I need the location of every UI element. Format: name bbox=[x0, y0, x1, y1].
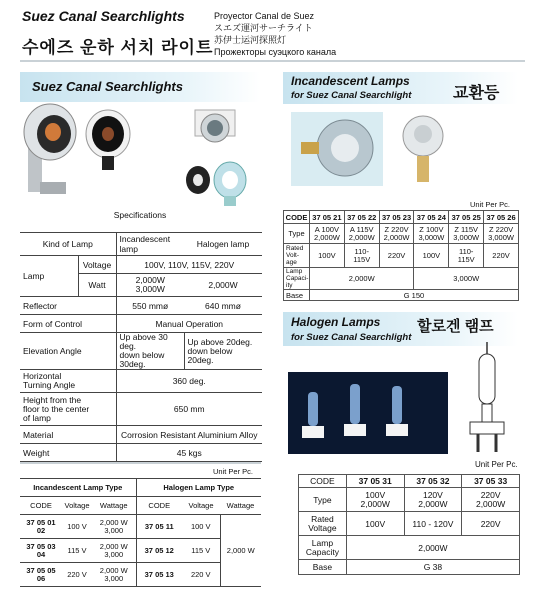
table-row bbox=[284, 268, 519, 290]
spec-voltage-value: 100V, 110V, 115V, 220V bbox=[116, 256, 262, 274]
inc-code-21: 37 05 21 bbox=[309, 211, 344, 224]
table-row bbox=[20, 515, 261, 539]
spec-weight-label: Weight bbox=[20, 444, 116, 462]
spec-material-label: Material bbox=[20, 426, 116, 444]
inc-type-cell: A 100V 2,000W bbox=[309, 224, 344, 244]
spec-weight-value: 45 kgs bbox=[116, 444, 262, 462]
inc-voltage-cell: 115 V bbox=[62, 539, 92, 563]
spec-elevation-incandescent: Up above 30 deg. down below 30deg. bbox=[116, 333, 184, 370]
hal-code-cell: 37 05 12 bbox=[136, 539, 182, 563]
searchlight-photo-1 bbox=[24, 104, 76, 194]
hal-code-32: 37 05 32 bbox=[404, 475, 462, 488]
incandescent-korean: 교환등 bbox=[453, 85, 500, 102]
title-translations bbox=[214, 10, 336, 58]
spec-turning-value: 360 deg. bbox=[116, 370, 262, 393]
lamp-type-table bbox=[20, 478, 261, 587]
hal-code-label: CODE bbox=[299, 475, 347, 488]
hal-code-cell: 37 05 11 bbox=[136, 515, 182, 539]
spec-height-label: Height from the floor to the center of lamp bbox=[20, 393, 116, 426]
halogen-unit-note: Unit Per Pc. bbox=[475, 460, 518, 469]
spec-material-value: Corrosion Resistant Aluminium Alloy bbox=[116, 426, 262, 444]
spec-turning-label: Horizontal Turning Angle bbox=[20, 370, 116, 393]
inc-type-cell: Z 220V 3,000W bbox=[484, 224, 519, 244]
spec-control-value: Manual Operation bbox=[116, 315, 262, 333]
hal-capacity-value: 2,000W bbox=[346, 536, 519, 560]
incandescent-table bbox=[283, 210, 519, 301]
incandescent-bulb-photo bbox=[291, 112, 383, 186]
spec-reflector-label: Reflector bbox=[20, 297, 116, 315]
specs-divider bbox=[20, 462, 261, 464]
hal-code-33: 37 05 33 bbox=[462, 475, 520, 488]
hal-base-label: Base bbox=[299, 560, 347, 575]
table-row bbox=[299, 475, 520, 488]
inc-wattage-cell: 2,000 W 3,000 bbox=[92, 515, 136, 539]
specifications-table bbox=[20, 232, 262, 462]
translation-ru: Прожекторы суэцкого канала bbox=[214, 47, 337, 57]
inc-code-label: CODE bbox=[284, 211, 310, 224]
inc-wattage-cell: 2,000 W 3,000 bbox=[99, 565, 128, 583]
inc-code-22: 37 05 22 bbox=[344, 211, 379, 224]
inc-capacity-3000: 3,000W bbox=[414, 268, 519, 290]
table-row bbox=[284, 244, 519, 268]
translation-jp: スエズ運河サーチライト bbox=[214, 23, 313, 33]
table-row bbox=[299, 512, 520, 536]
hal-type-label: Type bbox=[299, 488, 347, 512]
halogen-korean: 할로겐 램프 bbox=[417, 318, 494, 335]
halogen-lamp-drawing bbox=[462, 340, 512, 458]
table-row bbox=[284, 290, 519, 301]
hal-voltage-cell: 115 V bbox=[182, 539, 220, 563]
spec-incandescent-header: Incandescent lamp bbox=[116, 233, 184, 256]
inc-code-23: 37 05 23 bbox=[379, 211, 414, 224]
table-row bbox=[299, 536, 520, 560]
hal-type-cell: 120V 2,000W bbox=[404, 488, 462, 512]
table-row bbox=[284, 224, 519, 244]
inc-code-26: 37 05 26 bbox=[484, 211, 519, 224]
spec-watt-halogen: 2,000W bbox=[184, 274, 262, 297]
inc-rated-cell: 220V bbox=[484, 244, 519, 268]
col-code-hal: CODE bbox=[136, 497, 182, 515]
halogen-lamp-photo bbox=[288, 372, 448, 454]
halogen-subtitle: for Suez Canal Searchlight bbox=[291, 332, 412, 343]
hal-base-value: G 38 bbox=[346, 560, 519, 575]
spec-reflector-halogen: 640 mmø bbox=[184, 297, 262, 315]
hal-voltage-cell: 100 V bbox=[182, 515, 220, 539]
spec-reflector-incandescent: 550 mmø bbox=[116, 297, 184, 315]
inc-wattage-cell: 2,000 W 3,000 bbox=[92, 539, 136, 563]
searchlight-photo-2 bbox=[86, 110, 130, 170]
inc-code-cell: 37 05 03 04 bbox=[20, 539, 62, 563]
inc-capacity-label: Lamp Capaci- ity bbox=[284, 268, 310, 290]
incandescent-title: Incandescent Lamps bbox=[291, 74, 410, 88]
inc-base-value: G 150 bbox=[309, 290, 518, 301]
spec-control-label: Form of Control bbox=[20, 315, 116, 333]
specifications-heading: Specifications bbox=[113, 210, 167, 220]
incandescent-banner bbox=[283, 72, 518, 104]
spec-height-value: 650 mm bbox=[116, 393, 262, 426]
inc-code-25: 37 05 25 bbox=[449, 211, 484, 224]
inc-voltage-cell: 220 V bbox=[67, 570, 87, 579]
inc-code-cell: 37 05 05 06 bbox=[26, 565, 56, 583]
col-voltage-inc: Voltage bbox=[62, 497, 92, 515]
searchlight-photo-4 bbox=[186, 166, 210, 194]
searchlight-photo-3 bbox=[195, 110, 235, 142]
incandescent-bulb-photo-2 bbox=[403, 116, 443, 182]
hal-rated-cell: 110 - 120V bbox=[404, 512, 462, 536]
inc-rated-cell: 110- 115V bbox=[449, 244, 484, 268]
inc-type-cell: Z 100V 3,000W bbox=[414, 224, 449, 244]
incandescent-subtitle: for Suez Canal Searchlight bbox=[291, 90, 412, 101]
spec-halogen-header: Halogen lamp bbox=[184, 233, 262, 256]
hal-capacity-label: Lamp Capacity bbox=[299, 536, 347, 560]
searchlights-banner bbox=[20, 72, 260, 102]
inc-code-cell: 37 05 01 02 bbox=[20, 515, 62, 539]
hal-voltage-cell: 220 V bbox=[190, 570, 211, 579]
inc-base-label: Base bbox=[284, 290, 310, 301]
page-title-korean: 수에즈 운하 서치 라이트 bbox=[22, 38, 214, 57]
inc-code-24: 37 05 24 bbox=[414, 211, 449, 224]
halogen-type-heading: Halogen Lamp Type bbox=[136, 479, 261, 497]
inc-rated-cell: 100V bbox=[414, 244, 449, 268]
spec-lamp-label: Lamp bbox=[20, 256, 78, 297]
halogen-title: Halogen Lamps bbox=[291, 315, 381, 329]
page-title: Suez Canal Searchlights bbox=[22, 8, 185, 24]
inc-capacity-2000: 2,000W bbox=[309, 268, 413, 290]
searchlight-photo-5 bbox=[214, 162, 246, 206]
col-wattage-inc: Wattage bbox=[92, 497, 136, 515]
translation-es: Proyector Canal de Suez bbox=[214, 11, 315, 21]
incandescent-unit-note: Unit Per Pc. bbox=[470, 200, 511, 209]
col-voltage-hal: Voltage bbox=[182, 497, 220, 515]
hal-wattage-cell: 2,000 W bbox=[220, 515, 261, 587]
bottom-unit-note: Unit Per Pc. bbox=[213, 467, 254, 476]
translation-cn: 苏伊士运河探照灯 bbox=[214, 35, 287, 45]
spec-kind-label: Kind of Lamp bbox=[20, 233, 116, 256]
spec-voltage-label: Voltage bbox=[78, 256, 116, 274]
table-row bbox=[299, 560, 520, 575]
table-row bbox=[299, 488, 520, 512]
incandescent-lamp-photos bbox=[283, 108, 518, 190]
hal-type-cell: 220V 2,000W bbox=[462, 488, 520, 512]
hal-code-31: 37 05 31 bbox=[346, 475, 404, 488]
col-wattage-hal: Wattage bbox=[220, 497, 261, 515]
inc-rated-cell: 110- 115V bbox=[344, 244, 379, 268]
inc-rated-cell: 100V bbox=[309, 244, 344, 268]
table-row bbox=[284, 211, 519, 224]
inc-type-cell: Z 220V 2,000W bbox=[379, 224, 414, 244]
spec-elevation-label: Elevation Angle bbox=[20, 333, 116, 370]
halogen-table bbox=[298, 474, 520, 575]
inc-type-cell: A 115V 2,000W bbox=[344, 224, 379, 244]
hal-rated-cell: 220V bbox=[462, 512, 520, 536]
hal-rated-cell: 100V bbox=[346, 512, 404, 536]
hal-type-cell: 100V 2,000W bbox=[346, 488, 404, 512]
inc-voltage-cell: 100 V bbox=[62, 515, 92, 539]
inc-rated-cell: 220V bbox=[379, 244, 414, 268]
incandescent-type-heading: Incandescent Lamp Type bbox=[20, 479, 136, 497]
header-divider bbox=[20, 60, 525, 62]
col-code-inc: CODE bbox=[20, 497, 62, 515]
hal-code-cell: 37 05 13 bbox=[136, 563, 182, 587]
spec-watt-incandescent: 2,000W 3,000W bbox=[116, 274, 184, 297]
inc-rated-label: Rated Volt- age bbox=[284, 244, 310, 268]
hal-rated-label: Rated Voltage bbox=[299, 512, 347, 536]
searchlight-photos bbox=[20, 102, 260, 210]
spec-watt-label: Watt bbox=[78, 274, 116, 297]
spec-elevation-halogen: Up above 20deg. down below 20deg. bbox=[184, 333, 262, 370]
searchlights-banner-title: Suez Canal Searchlights bbox=[32, 79, 183, 94]
inc-type-label: Type bbox=[284, 224, 310, 244]
inc-type-cell: Z 115V 3,000W bbox=[449, 224, 484, 244]
